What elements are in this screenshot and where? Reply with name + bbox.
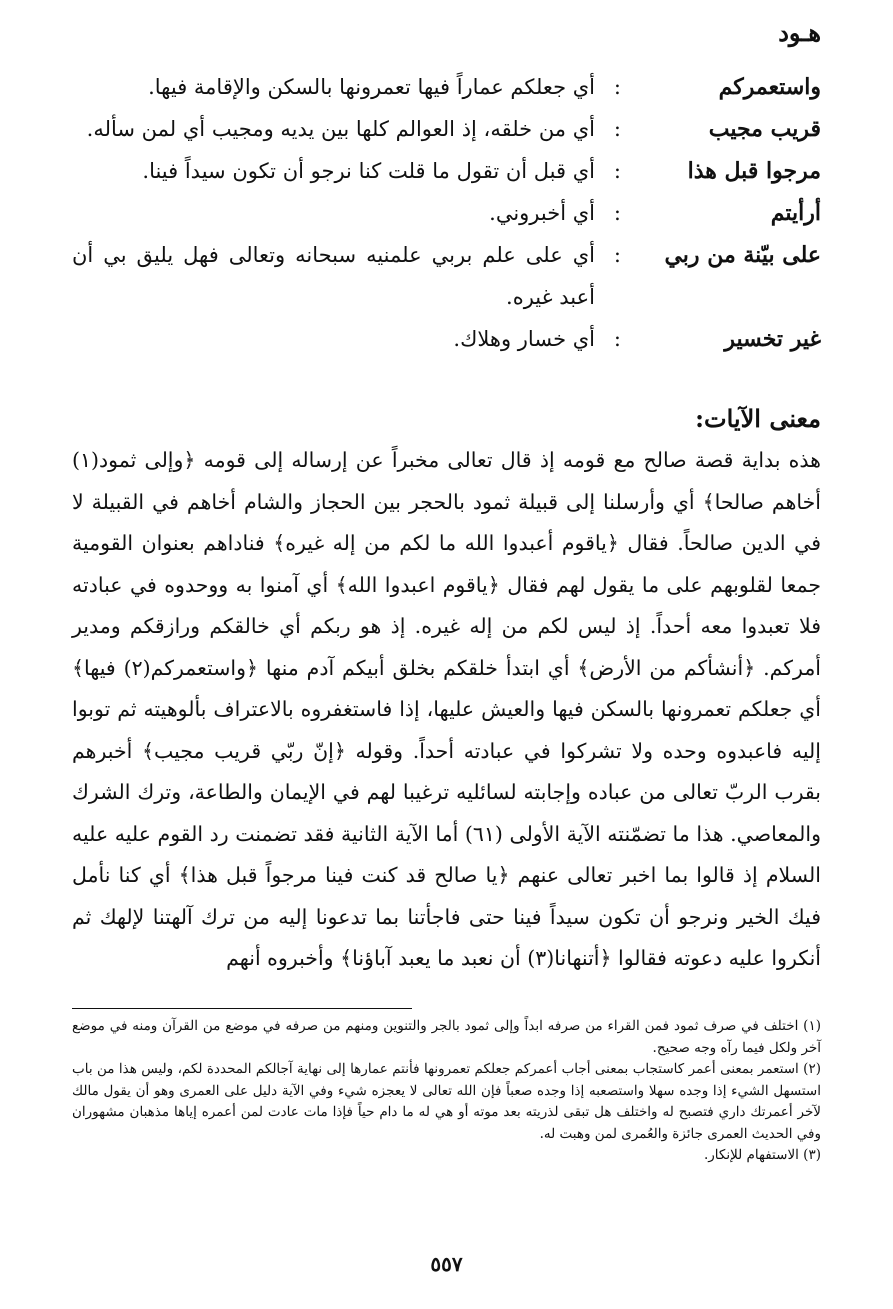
vocab-colon: : [613,117,621,141]
vocab-definition: أي قبل أن تقول ما قلت كنا نرجو أن تكون سيداً فينا. [142,159,595,183]
vocab-row [72,108,821,150]
page-number: ٥٥٧ [430,1252,463,1276]
vocabulary-list [72,66,821,360]
vocab-definition: أي أخبروني. [489,201,595,225]
vocab-term: غير تخسير [724,326,821,352]
vocab-definition: أي جعلكم عماراً فيها تعمرونها بالسكن والإقامة فيها. [148,75,595,99]
body-paragraph: هذه بداية قصة صالح مع قومه إذ قال تعالى مخبراً عن إرساله إلى قومه ﴿وإلى ثمود(١) أخاهم صالحا﴾ أي وأرسلنا إلى قبيلة ثمود بالحجر بين الحجاز والشام أخاهم في القبيلة لا في الدين صالحاً. فقال ﴿ياقوم أعبدوا الله ما لكم من إله غيره﴾ فناداهم بعنوان القومية جمعا لقلوبهم على ما يقول لهم فقال ﴿ياقوم اعبدوا الله﴾ أي آمنوا به ووحدوه في عبادته فلا تعبدوا معه أحداً. إذ ليس لكم من إله غيره. إذ هو ربكم أي خالقكم ورازقكم ومدير أمركم. ﴿أنشأكم من الأرض﴾ أي ابتدأ خلقكم بخلق أبيكم آدم منها ﴿واستعمركم(٢) فيها﴾ أي جعلكم تعمرونها بالسكن فيها والعيش عليها، إذا فاستغفروه بالاعتراف بألوهيته ثم توبوا إليه فاعبدوه وحده ولا تشركوا في عبادته أحداً. وقوله ﴿إنّ ربّي قريب مجيب﴾ أخبرهم بقرب الربّ تعالى من عباده وإجابته لسائليه ترغيبا لهم في الإيمان والطاعة، وترك الشرك والمعاصي. هذا ما تضمّنته الآية الأولى (٦١) أما الآية الثانية فقد تضمنت رد القوم عليه عليه السلام إذ قالوا بما اخبر تعالى عنهم ﴿يا صالح قد كنت فينا مرجواً قبل هذا﴾ أي كنا نأمل فيك الخير ونرجو أن تكون سيداً فينا حتى فاجأتنا بما تدعونا إليه من ترك آلهتنا لإلهك ثم أنكروا عليه دعوته فقالوا ﴿أتنهانا(٣) أن نعبد ما يعبد آباؤنا﴾ وأخبروه أنهم [72,448,821,970]
footnote-divider [72,1008,412,1009]
vocab-term: مرجوا قبل هذا [687,158,821,184]
surah-header: هـود [778,18,821,47]
footnote: (١) اختلف في صرف ثمود فمن القراء من صرفه ابداً وإلى ثمود بالجر والتنوين ومنهم من صرفه في موضع من القرآن ومنه في موضع آخر ولكل فيما رآه وجه صحيح. [72,1018,821,1056]
vocab-row [72,192,821,234]
vocab-row [72,66,821,108]
footnote: (٣) الاستفهام للإنكار. [703,1147,821,1163]
vocab-term: على بيّنة من ربي [664,242,821,268]
vocab-definition: أي على علم بربي علمنيه سبحانه وتعالى فهل يليق بي أن أعبد غيره. [72,243,595,309]
vocab-definition: أي خسار وهلاك. [453,327,595,351]
commentary-body [72,440,821,980]
footnote: (٢) استعمر بمعنى أعمر كاستجاب بمعنى أجاب أعمركم جعلكم تعمرونها فأنتم عمارها إلى نهاية آجالكم المحددة لكم، وليس هذا من باب استسهل الشيء إذا وجده سهلا واستصعبه إذا وجده صعباً فإن الله تعالى لا يعجزه شيء وفي الآية دليل على العمرى وهو أن يقول مالك لآخر أعمرتك داري فتصبح له واختلف هل تبقى لذريته بعد موته أو هي له ما دام حياً فإذا مات عادت لمن أعمره إياها مذهبان مشهوران وفي الحديث العمرى جائزة والعُمرى لمن وهبت له. [72,1061,821,1142]
section-title: معنى الآيات: [695,404,821,433]
vocab-row [72,318,821,360]
vocab-term: قريب مجيب [708,116,821,142]
vocab-term: واستعمركم [718,74,821,100]
footnotes [72,1016,821,1167]
vocab-row [72,234,821,318]
vocab-definition: أي من خلقه، إذ العوالم كلها بين يديه ومجيب أي لمن سأله. [86,117,595,141]
vocab-colon: : [613,201,621,225]
vocab-colon: : [613,75,621,99]
vocab-row [72,150,821,192]
vocab-term: أرأيتم [770,200,821,226]
vocab-colon: : [613,243,621,267]
vocab-colon: : [613,159,621,183]
vocab-colon: : [613,327,621,351]
